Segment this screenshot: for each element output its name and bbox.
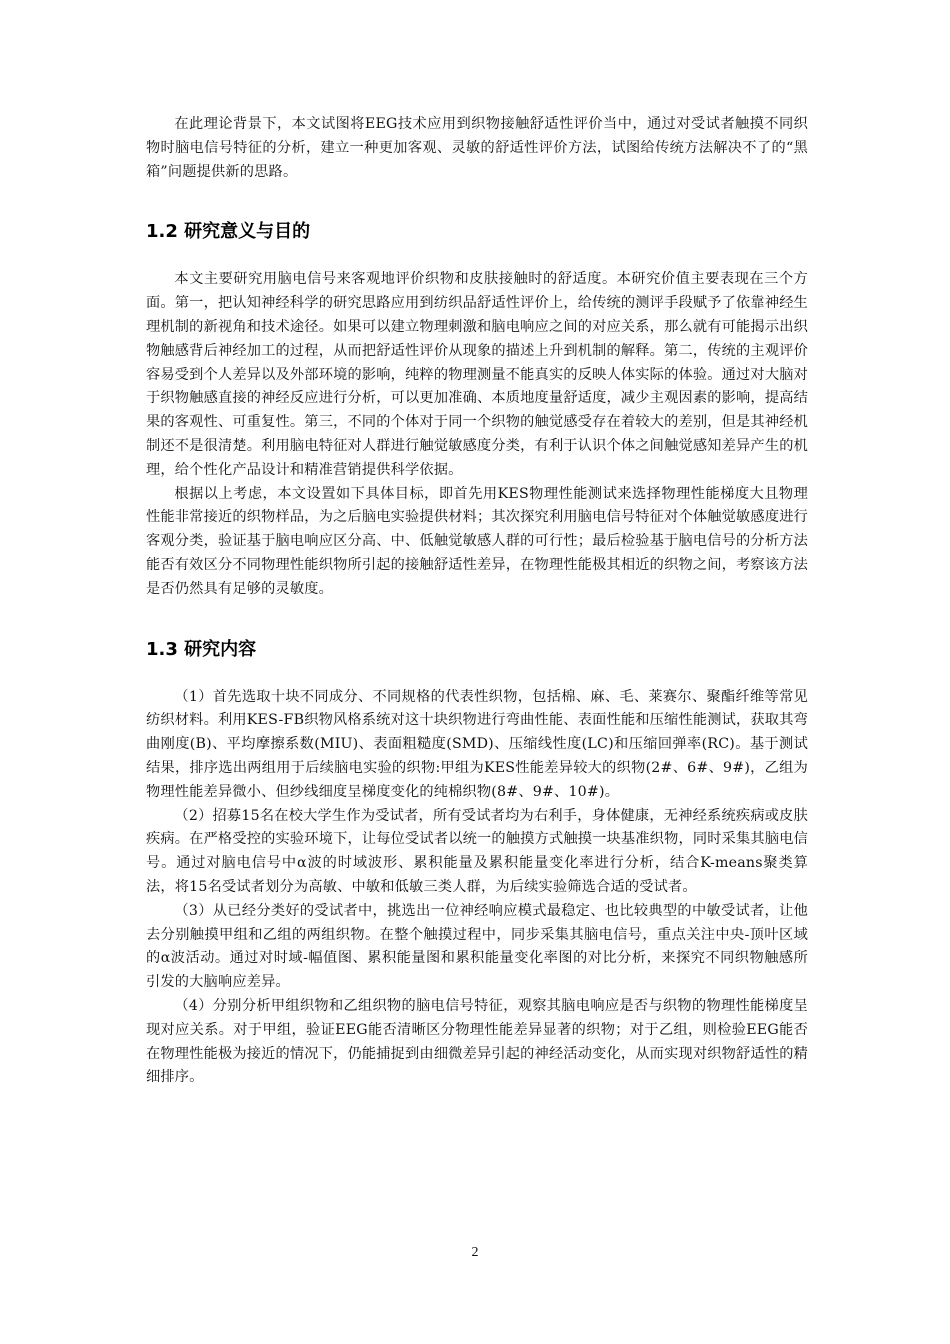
intro-paragraph: 在此理论背景下，本文试图将EEG技术应用到织物接触舒适性评价当中，通过对受试者触摸不同织物时脑电信号特征的分析，建立一种更加客观、灵敏的舒适性评价方法，试图给传统方法解决不了的“黑箱”问题提供新的思路。 bbox=[146, 116, 808, 180]
research-item-2: （2）招募15名在校大学生作为受试者，所有受试者均为右利手，身体健康，无神经系统疾病或皮肤疾病。在严格受控的实验环境下，让每位受试者以统一的触摸方式触摸一块基准织物，同时采集其脑电信号。通过对脑电信号中α波的时域波形、累积能量及累积能量变化率进行分析，结合K-means聚类算法，将15名受试者划分为高敏、中敏和低敏三类人群，为后续实验筛选合适的受试者。 bbox=[146, 807, 808, 895]
research-item-4: （4）分别分析甲组织物和乙组织物的脑电信号特征，观察其脑电响应是否与织物的物理性能梯度呈现对应关系。对于甲组，验证EEG能否清晰区分物理性能差异显著的织物；对于乙组，则检验EEG能否在物理性能极为接近的情况下，仍能捕捉到由细微差异引起的神经活动变化，从而实现对织物舒适性的精细排序。 bbox=[146, 997, 808, 1086]
page-number: 2 bbox=[471, 1245, 479, 1260]
section-heading-1-3: 1.3 研究内容 bbox=[146, 638, 257, 660]
research-item-1: （1）首先选取十块不同成分、不同规格的代表性织物，包括棉、麻、毛、莱赛尔、聚酯纤维等常见纺织材料。利用KES-FB织物风格系统对这十块织物进行弯曲性能、表面性能和压缩性能测试，获取其弯曲刚度(B)、平均摩擦系数(MIU)、表面粗糙度(SMD)、压缩线性度(LC)和压缩回弹率(RC)。基于测试结果，排序选出两组用于后续脑电实验的织物:甲组为KES性能差异较大的织物(2#、6#、9#)，乙组为物理性能差异微小、但纱线细度呈梯度变化的纯棉织物(8#、9#、10#)。 bbox=[146, 688, 808, 800]
page-body bbox=[146, 113, 808, 1090]
section-heading-1-2: 1.2 研究意义与目的 bbox=[146, 221, 311, 243]
section-1-2-paragraph-1: 本文主要研究用脑电信号来客观地评价织物和皮肤接触时的舒适度。本研究价值主要表现在三个方面。第一，把认知神经科学的研究思路应用到纺织品舒适性评价上，给传统的测评手段赋予了依靠神经生理机制的新视角和技术途径。如果可以建立物理刺激和脑电响应之间的对应关系，那么就有可能揭示出织物触感背后神经加工的过程，从而把舒适性评价从现象的描述上升到机制的解释。第二，传统的主观评价容易受到个人差异以及外部环境的影响，纯粹的物理测量不能真实的反映人体实际的体验。通过对大脑对于织物触感直接的神经反应进行分析，可以更加准确、本质地度量舒适度，减少主观因素的影响，提高结果的客观性、可重复性。第三，不同的个体对于同一个织物的触觉感受存在着较大的差别，但是其神经机制还不是很清楚。利用脑电特征对人群进行触觉敏感度分类，有利于认识个体之间触觉感知差异产生的机理，给个性化产品设计和精准营销提供科学依据。 bbox=[146, 271, 808, 478]
research-item-3: （3）从已经分类好的受试者中，挑选出一位神经响应模式最稳定、也比较典型的中敏受试者，让他去分别触摸甲组和乙组的两组织物。在整个触摸过程中，同步采集其脑电信号，重点关注中央-顶叶区域的α波活动。通过对时域-幅值图、累积能量图和累积能量变化率图的对比分析，来探究不同织物触感所引发的大脑响应差异。 bbox=[146, 902, 808, 991]
section-1-2-paragraph-2: 根据以上考虑，本文设置如下具体目标，即首先用KES物理性能测试来选择物理性能梯度大且物理性能非常接近的织物样品，为之后脑电实验提供材料；其次探究利用脑电信号特征对个体触觉敏感度进行客观分类，验证基于脑电响应区分高、中、低触觉敏感人群的可行性；最后检验基于脑电信号的分析方法能否有效区分不同物理性能织物所引起的接触舒适性差异，在物理性能极其相近的织物之间，考察该方法是否仍然具有足够的灵敏度。 bbox=[146, 485, 808, 597]
